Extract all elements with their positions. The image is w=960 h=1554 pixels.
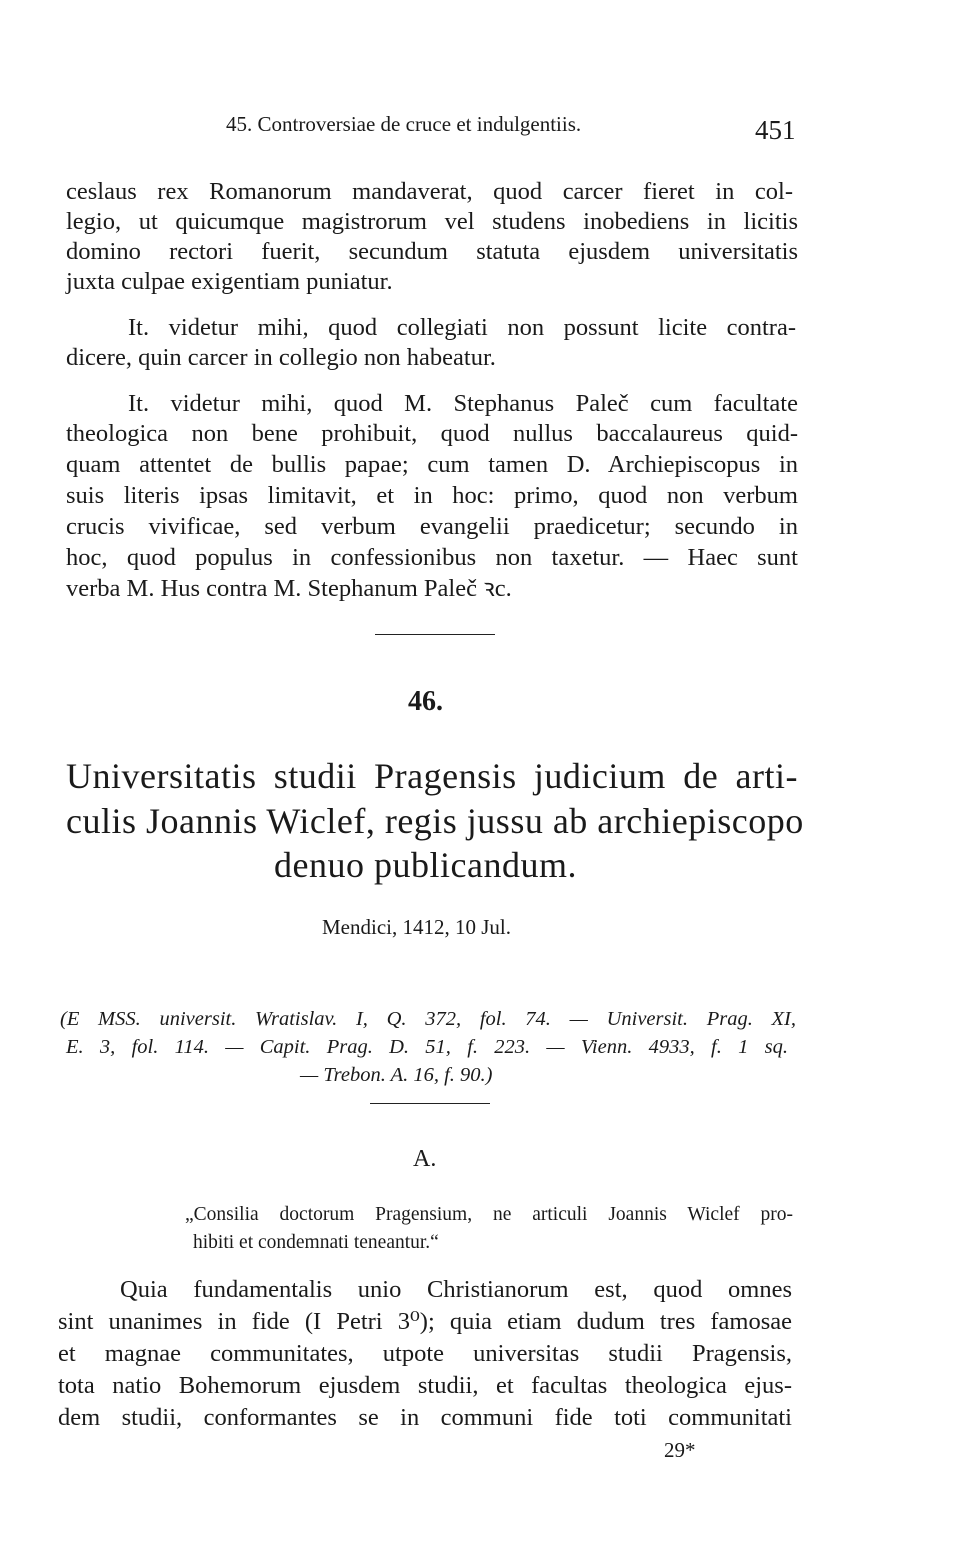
text-line: hoc, quod populus in confessionibus non taxetur. — Haec sunt [66, 544, 798, 571]
text-line: legio, ut quicumque magistrorum vel studens inobediens in licitis [66, 208, 798, 235]
subsection-heading-line: „Consilia doctorum Pragensium, ne articuli Joannis Wiclef pro- [185, 1204, 793, 1225]
text-line: It. videtur mihi, quod M. Stephanus Paleč cum facultate [128, 390, 798, 417]
page-number: 451 [755, 115, 796, 145]
section-title-line: Universitatis studii Pragensis judicium de arti- [66, 756, 798, 796]
text-line: dicere, quin carcer in collegio non habeatur. [66, 344, 496, 371]
text-line: crucis vivificae, sed verbum evangelii praedicetur; secundo in [66, 513, 798, 540]
separator-rule [375, 634, 495, 635]
text-line: juxta culpae exigentiam puniatur. [66, 268, 393, 295]
text-line: It. videtur mihi, quod collegiati non possunt licite contra- [128, 314, 796, 341]
text-line: verba M. Hus contra M. Stephanum Paleč ꝛc. [66, 575, 512, 602]
signature-mark: 29* [664, 1438, 696, 1462]
text-line: ceslaus rex Romanorum mandaverat, quod carcer fieret in col- [66, 178, 793, 205]
section-title-line: denuo publicandum. [274, 845, 577, 885]
subsection-heading-line: hibiti et condemnati teneantur.“ [193, 1232, 439, 1253]
source-line: (E MSS. universit. Wratislav. I, Q. 372, fol. 74. — Universit. Prag. XI, [60, 1008, 796, 1030]
running-head-title: 45. Controversiae de cruce et indulgentiis. [226, 112, 582, 136]
text-line: tota natio Bohemorum ejusdem studii, et facultas theologica ejus- [58, 1372, 792, 1399]
section-number: 46. [408, 686, 443, 717]
running-header [0, 0, 960, 160]
text-line: domino rectori fuerit, secundum statuta ejusdem universitatis [66, 238, 798, 265]
separator-rule [370, 1103, 490, 1104]
section-title-line: culis Joannis Wiclef, regis jussu ab archiepiscopo [66, 801, 804, 841]
dateline: Mendici, 1412, 10 Jul. [322, 915, 511, 939]
text-line: quam attentet de bullis papae; cum tamen D. Archiepiscopus in [66, 451, 798, 478]
source-line: E. 3, fol. 114. — Capit. Prag. D. 51, f. 223. — Vienn. 4933, f. 1 sq. [66, 1036, 788, 1058]
text-line: dem studii, conformantes se in communi fide toti communitati [58, 1404, 792, 1431]
text-line: theologica non bene prohibuit, quod nullus baccalaureus quid- [66, 420, 798, 447]
text-line: et magnae communitates, utpote universitas studii Pragensis, [58, 1340, 792, 1367]
source-line: — Trebon. A. 16, f. 90.) [300, 1064, 493, 1086]
text-line: sint unanimes in fide (I Petri 3⁰); quia etiam dudum tres famosae [58, 1308, 792, 1335]
text-line: Quia fundamentalis unio Christianorum est, quod omnes [120, 1276, 792, 1303]
text-line: suis literis ipsas limitavit, et in hoc: primo, quod non verbum [66, 482, 798, 509]
subsection-letter: A. [413, 1146, 437, 1172]
